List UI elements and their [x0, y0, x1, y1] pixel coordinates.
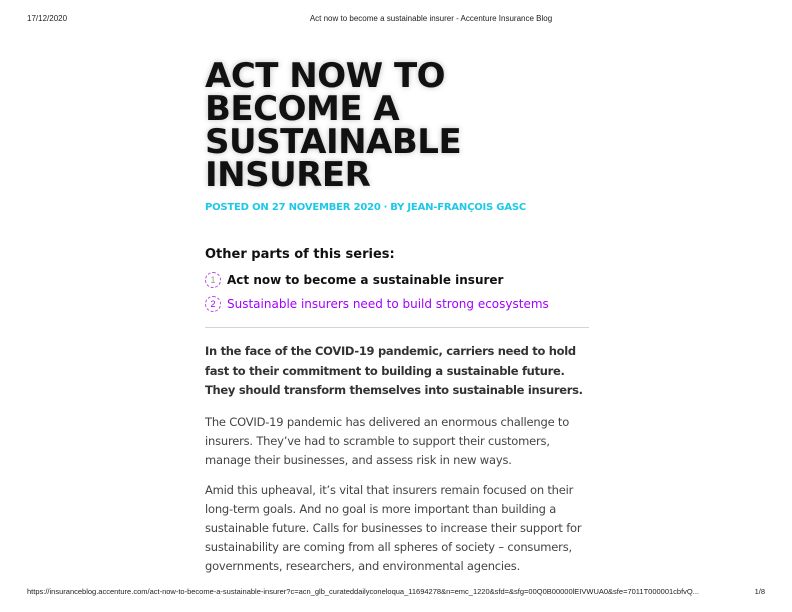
article-paragraph: Amid this upheaval, it’s vital that insurers remain focused on their long-term goals. And no goal is more important than building a sustainable future. Calls for businesses to increase their support for sustainability are coming from all spheres of society – consumers, governments, researchers, and environmental agencies. — [205, 483, 582, 573]
print-footer-url: https://insuranceblog.accenture.com/act-now-to-become-a-sustainable-insurer?c=acn_glb_curateddailyconeloqua_11694278&n=emc_1220&sfd=&sfg=00Q0B00000lEIVWUA0&sfe=7011T000001cbfvQ... — [27, 587, 700, 596]
series-item-link[interactable] — [205, 296, 549, 312]
series-item-link-label[interactable]: Sustainable insurers need to build strong ecosystems — [227, 297, 549, 311]
article-byline — [205, 202, 526, 213]
byline-separator: · — [383, 202, 388, 213]
series-heading: Other parts of this series: — [205, 247, 395, 262]
article-paragraph: The COVID-19 pandemic has delivered an enormous challenge to insurers. They’ve had to scramble to support their customers, manage their businesses, and assess risk in new ways. — [205, 415, 570, 467]
series-item-current — [205, 272, 503, 288]
byline-date: POSTED ON 27 NOVEMBER 2020 — [205, 202, 381, 213]
print-date: 17/12/2020 — [27, 14, 68, 23]
article-title: ACT NOW TO BECOME A SUSTAINABLE INSURER — [205, 56, 462, 195]
series-item-label: Act now to become a sustainable insurer — [227, 273, 504, 287]
print-page-number: 1/8 — [754, 587, 765, 596]
byline-author[interactable]: BY JEAN-FRANÇOIS GASC — [390, 202, 526, 213]
divider — [205, 327, 589, 328]
series-number-badge: 2 — [205, 296, 221, 312]
series-number-badge: 1 — [205, 272, 221, 288]
article-lead: In the face of the COVID-19 pandemic, carriers need to hold fast to their commitment to building a sustainable future. They should transform themselves into sustainable insurers. — [205, 344, 583, 397]
print-page-title: Act now to become a sustainable insurer - Accenture Insurance Blog — [309, 14, 553, 23]
